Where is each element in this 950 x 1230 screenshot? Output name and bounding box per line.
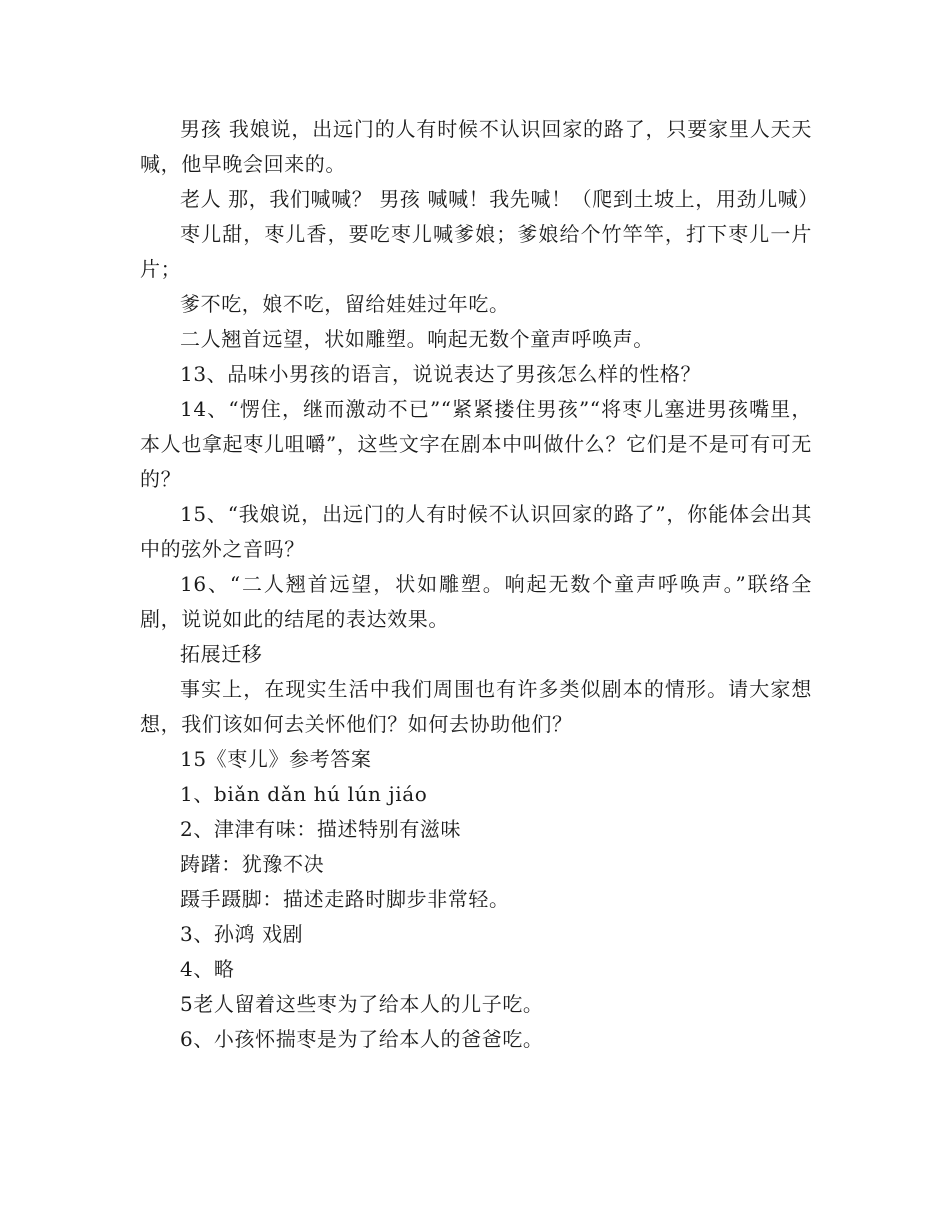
question-13: 13、品味小男孩的语言，说说表达了男孩怎么样的性格？ [180,362,702,386]
answer-6: 6、小孩怀揣枣是为了给本人的爸爸吃。 [180,1027,544,1051]
paragraph-song-line-1: 枣儿甜，枣儿香，要吃枣儿喊爹娘；爹娘给个竹竿竿，打下枣儿一片片； [140,222,812,281]
question-14: 14、“愣住，继而激动不已”“紧紧搂住男孩”“将枣儿塞进男孩嘴里，本人也拿起枣儿咀嚼”，这些文字在剧本中叫做什么？它们是不是可有可无的？ [140,397,812,491]
answer-5: 5老人留着这些枣为了给本人的儿子吃。 [180,992,544,1016]
paragraph-stage-direction: 二人翘首远望，状如雕塑。响起无数个童声呼唤声。 [180,327,654,351]
answer-3: 3、孙鸿 戏剧 [180,922,304,946]
answer-2: 2、津津有味：描述特别有滋味 [180,817,462,841]
answer-1: 1、biǎn dǎn hú lún jiáo [180,782,428,806]
answer-4: 4、略 [180,957,235,981]
section-heading-extension: 拓展迁移 [180,642,263,666]
question-15: 15、“我娘说，出远门的人有时候不认识回家的路了”，你能体会出其中的弦外之音吗？ [140,502,812,561]
document-body [140,112,819,1057]
answer-2-nieshou: 蹑手蹑脚：描述走路时脚步非常轻。 [180,887,510,911]
paragraph-dialogue-boy-1: 男孩 我娘说，出远门的人有时候不认识回家的路了，只要家里人天天喊，他早晚会回来的。 [140,117,812,176]
paragraph-song-line-2: 爹不吃，娘不吃，留给娃娃过年吃。 [180,292,510,316]
answer-key-heading: 15《枣儿》参考答案 [180,747,372,771]
paragraph-dialogue-old-man: 老人 那，我们喊喊？ 男孩 喊喊！我先喊！（爬到土坡上，用劲儿喊） [180,187,819,211]
question-16: 16、“二人翘首远望，状如雕塑。响起无数个童声呼唤声。”联络全剧，说说如此的结尾的表达效果。 [140,572,812,631]
answer-2-chouchu: 踌躇：犹豫不决 [180,852,325,876]
extension-text: 事实上，在现实生活中我们周围也有许多类似剧本的情形。请大家想想，我们该如何去关怀他们？如何去协助他们？ [140,677,812,736]
